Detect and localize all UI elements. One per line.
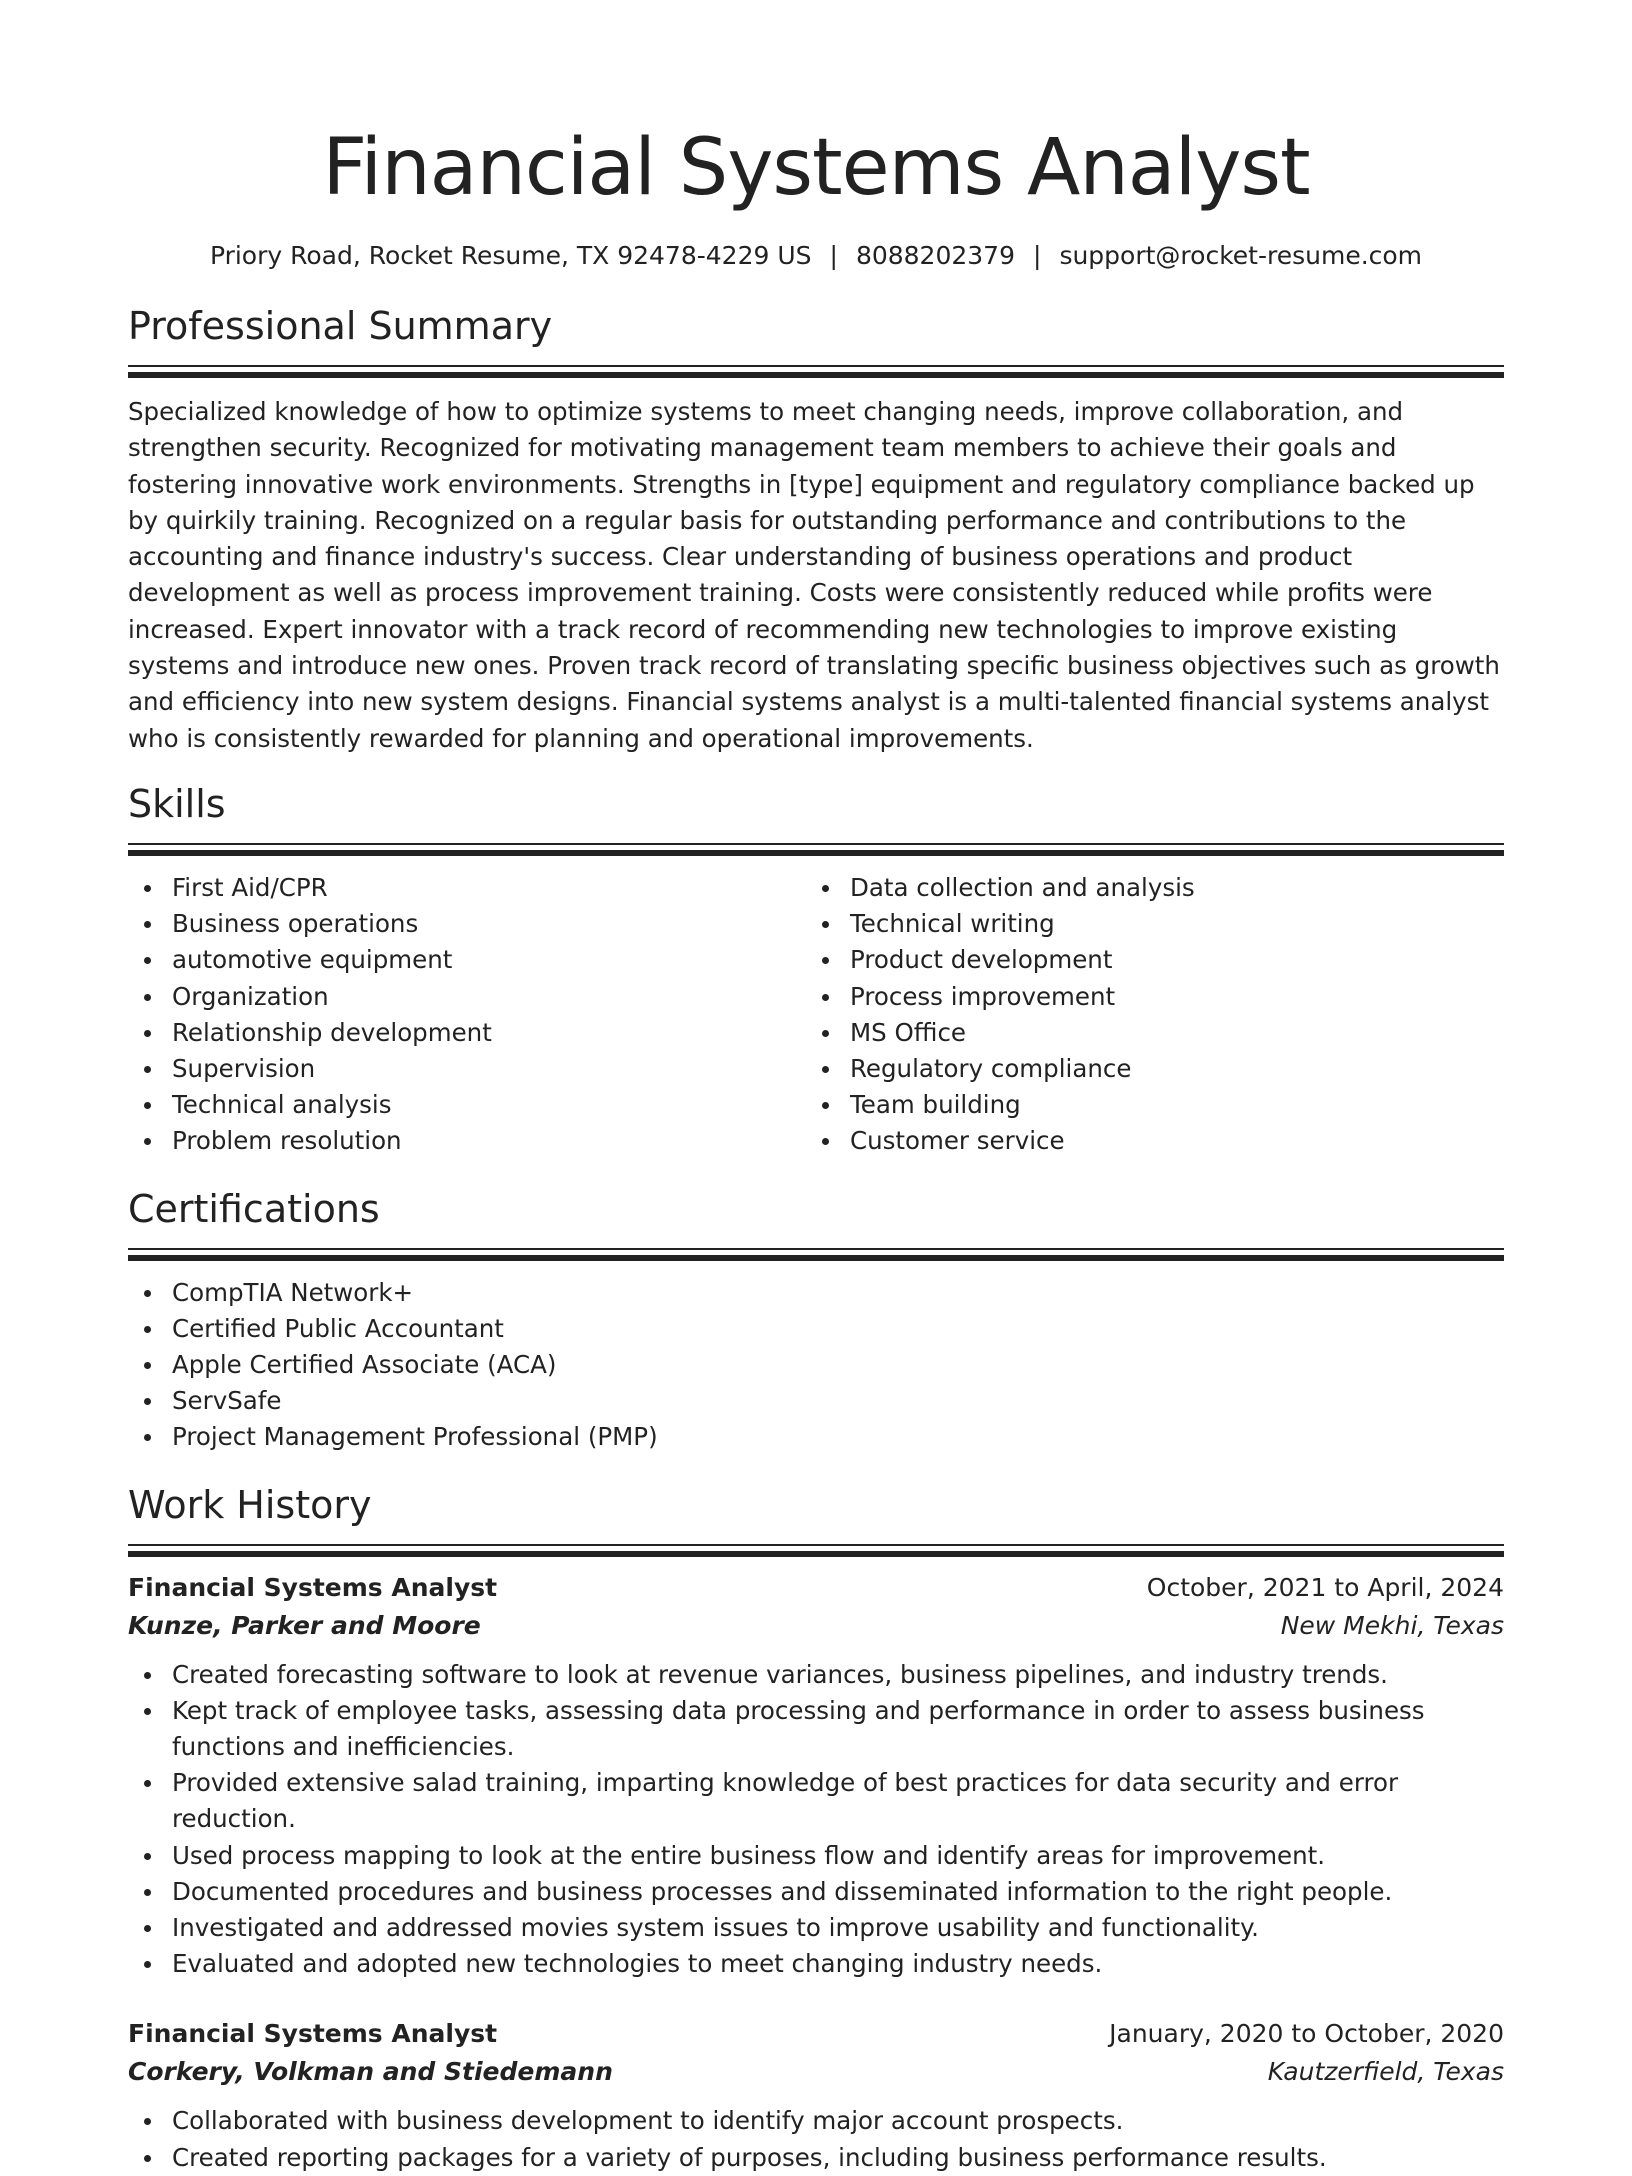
job-dates: October, 2021 to April, 2024 (1146, 1572, 1504, 1602)
resume-page (128, 0, 1504, 2176)
skill-item: Regulatory compliance (806, 1051, 1484, 1087)
section-divider (128, 1551, 1504, 1557)
job-bullets (128, 2103, 1504, 2175)
job-bullets (128, 1657, 1504, 1983)
job-bullet: Evaluated and adopted new technologies to meet changing industry needs. (128, 1946, 1504, 1982)
job-location: New Mekhi, Texas (1280, 1610, 1504, 1640)
job-title: Financial Systems Analyst (128, 1572, 498, 1602)
skill-item: MS Office (806, 1015, 1484, 1051)
contact-line (128, 240, 1504, 272)
certification-item: ServSafe (128, 1383, 1504, 1419)
skill-item: Business operations (128, 906, 806, 942)
skill-item: Technical analysis (128, 1087, 806, 1123)
section-divider (128, 1248, 1504, 1250)
contact-address: Priory Road, Rocket Resume, TX 92478-4229 US (209, 241, 812, 270)
job-bullet: Provided extensive salad training, imparting knowledge of best practices for data security and error reduction. (128, 1765, 1504, 1837)
job-bullet: Collaborated with business development to identify major account prospects. (128, 2103, 1504, 2139)
job-header (128, 1569, 1504, 1607)
job-bullet: Used process mapping to look at the entire business flow and identify areas for improvement. (128, 1838, 1504, 1874)
summary-text: Specialized knowledge of how to optimize systems to meet changing needs, improve collaboration, and strengthen security. Recognized for motivating management team members to achieve their goals and fostering innovative work environments. Strengths in [type] equipment and regulatory compliance backed up by quirkily training. Recognized on a regular basis for outstanding performance and contributions to the accounting and finance industry's success. Clear understanding of business operations and product development as well as process improvement training. Costs were consistently reduced while profits were increased. Expert innovator with a track record of recommending new technologies to improve existing systems and introduce new ones. Proven track record of translating specific business objectives such as growth and efficiency into new system designs. Financial systems analyst is a multi-talented financial systems analyst who is consistently rewarded for planning and operational improvements. (128, 397, 1500, 753)
skills-column-left (128, 870, 806, 1160)
section-heading-summary: Professional Summary (128, 304, 553, 348)
section-divider (128, 850, 1504, 856)
job-bullet: Investigated and addressed movies system issues to improve usability and functionality. (128, 1910, 1504, 1946)
certifications-section (128, 1184, 1504, 1456)
section-divider (128, 1255, 1504, 1261)
job-dates: January, 2020 to October, 2020 (1109, 2019, 1504, 2049)
section-heading-skills: Skills (128, 781, 226, 826)
skill-item: Data collection and analysis (806, 870, 1484, 906)
certifications-list (128, 1275, 1504, 1456)
contact-email: support@rocket-resume.com (1059, 241, 1423, 270)
skill-item: Team building (806, 1087, 1484, 1123)
skill-item: First Aid/CPR (128, 870, 806, 906)
job-header (128, 2015, 1504, 2053)
skills-section (128, 779, 1504, 1160)
certification-item: Apple Certified Associate (ACA) (128, 1347, 1504, 1383)
contact-separator: | (1033, 241, 1042, 270)
certification-item: CompTIA Network+ (128, 1275, 1504, 1311)
job-bullet: Created reporting packages for a variety of purposes, including business performance results. (128, 2140, 1504, 2176)
resume-title: Financial Systems Analyst (322, 123, 1310, 213)
job-company: Corkery, Volkman and Stiedemann (128, 2057, 613, 2087)
section-heading-certifications: Certifications (128, 1186, 380, 1231)
skill-item: Supervision (128, 1051, 806, 1087)
certification-item: Project Management Professional (PMP) (128, 1419, 1504, 1455)
skills-column-right (806, 870, 1484, 1160)
job-entry (128, 1569, 1504, 1983)
section-heading-work-history: Work History (128, 1482, 372, 1527)
job-bullet: Documented procedures and business processes and disseminated information to the right people. (128, 1874, 1504, 1910)
job-entry (128, 2015, 1504, 2175)
section-divider (128, 372, 1504, 378)
skill-item: Customer service (806, 1123, 1484, 1159)
job-title: Financial Systems Analyst (128, 2019, 498, 2049)
job-subheader (128, 1607, 1504, 1645)
job-subheader (128, 2053, 1504, 2091)
section-divider (128, 1544, 1504, 1546)
skill-item: Product development (806, 942, 1484, 978)
section-divider (128, 365, 1504, 367)
skill-item: Relationship development (128, 1015, 806, 1051)
contact-phone: 8088202379 (855, 241, 1015, 270)
section-divider (128, 843, 1504, 845)
certification-item: Certified Public Accountant (128, 1311, 1504, 1347)
job-bullet: Kept track of employee tasks, assessing data processing and performance in order to assess business functions and inefficiencies. (128, 1693, 1504, 1765)
job-location: Kautzerfield, Texas (1267, 2057, 1504, 2087)
skill-item: Process improvement (806, 979, 1484, 1015)
contact-separator: | (829, 241, 838, 270)
job-company: Kunze, Parker and Moore (128, 1610, 481, 1640)
job-bullet: Created forecasting software to look at revenue variances, business pipelines, and industry trends. (128, 1657, 1504, 1693)
skill-item: Organization (128, 979, 806, 1015)
summary-section (128, 301, 1504, 757)
work-history-section (128, 1480, 1504, 2176)
skill-item: Technical writing (806, 906, 1484, 942)
skill-item: automotive equipment (128, 942, 806, 978)
skills-grid (128, 870, 1504, 1160)
skill-item: Problem resolution (128, 1123, 806, 1159)
